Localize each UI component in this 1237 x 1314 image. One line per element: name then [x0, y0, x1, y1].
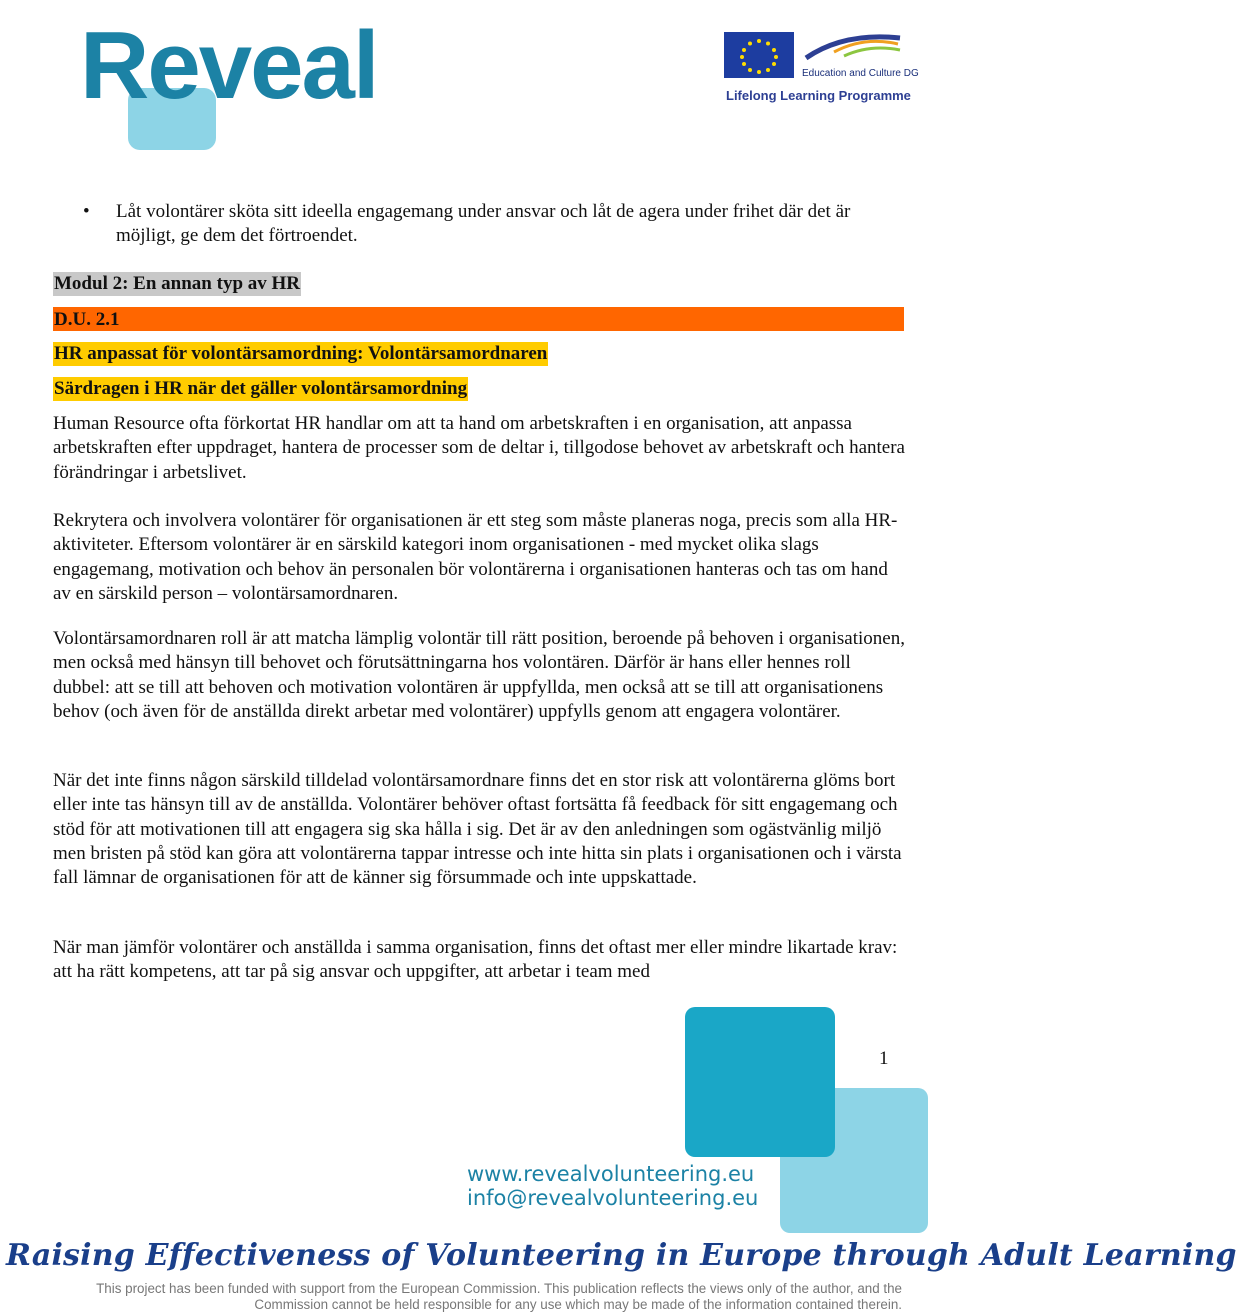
eu-swoosh-icon — [804, 30, 904, 68]
module-heading: Modul 2: En annan typ av HR — [54, 273, 301, 294]
footer-contact — [467, 1162, 758, 1210]
eu-stars-icon — [724, 32, 794, 78]
eu-flag-icon — [724, 32, 794, 78]
list-item — [53, 200, 903, 248]
section-heading: HR anpassat för volontärsamordning: Volontärsamordnaren — [54, 343, 548, 364]
bullet-icon: • — [83, 201, 90, 222]
reveal-logo — [80, 8, 460, 153]
website-link[interactable]: www.revealvolunteering.eu — [467, 1162, 755, 1186]
reveal-logo-text: Reveal — [80, 12, 378, 119]
email-link[interactable]: info@revealvolunteering.eu — [467, 1186, 759, 1210]
eu-lifelong-learning-logo — [724, 30, 924, 110]
footer-disclaimer: This project has been funded with support from the European Commission. This publication reflects the views only of the author, and the Commission cannot be held responsible for any use which may be made of the information contained therein. — [96, 1281, 902, 1312]
subheading: Särdragen i HR när det gäller volontärsamordning — [54, 378, 468, 399]
paragraph-2: Rekrytera och involvera volontärer för organisationen är ett steg som måste planeras noga, precis som alla HR- aktiviteter. Eftersom volontärer är en särskild kategori inom organisationen - med mycket olika slags engagemang, motivation och behov än personalen bör volontärerna i organisationen hanteras och tas om hand av en särskild person – volontärsamordnaren. — [53, 510, 898, 604]
du-label: D.U. 2.1 — [53, 307, 904, 331]
bullet-text: Låt volontärer sköta sitt ideella engagemang under ansvar och låt de agera under frihet där det är möjligt, ge dem det förtroendet. — [116, 201, 851, 247]
paragraph-4: När det inte finns någon särskild tilldelad volontärsamordnare finns det en stor risk att volontärerna glöms bort eller inte tas hänsyn till av de anställda. Volontärer behöver oftast fortsätta få feedback för sitt engagemang och stöd för att motivationen till att engagera sig ska hålla i sig. Det är av den anledningen som ogästvänlig miljö men bristen på stöd kan göra att volontärerna tappar intresse och inte hitta sin plats i organisationen och i värsta fall lämnar de organisationen för att de känner sig försummade och inte uppskattade. — [53, 770, 902, 889]
decorative-square-dark — [685, 1007, 835, 1157]
paragraph-1: Human Resource ofta förkortat HR handlar om att ta hand om arbetskraften i en organisation, att anpassa arbetskraften efter uppdraget, hantera de processer som de deltar i, tillgodose behovet av arbetskraft och hantera förändringar i arbetslivet. — [53, 413, 905, 483]
footer-slogan: Raising Effectiveness of Volunteering in Europe through Adult Learning — [6, 1238, 1237, 1273]
paragraph-5: När man jämför volontärer och anställda i samma organisation, finns det oftast mer eller mindre likartade krav: att ha rätt kompetens, att tar på sig ansvar och uppgifter, att arbetar i team med — [53, 937, 898, 983]
eu-dg-label: Education and Culture DG — [802, 68, 919, 79]
eu-programme-label: Lifelong Learning Programme — [726, 88, 911, 103]
paragraph-3: Volontärsamordnaren roll är att matcha lämplig volontär till rätt position, beroende på behoven i organisationen, men också med hänsyn till behovet och förutsättningarna hos volontären. Därför är hans eller hennes roll dubbel: att se till att behoven och motivation volontären är uppfyllda, men också att se till att organisationens behov (och även för de anställda direkt arbetar med volontärer) uppfylls genom att engagera volontärer. — [53, 628, 905, 722]
page-number: 1 — [879, 1048, 889, 1069]
bullet-list — [53, 200, 903, 248]
